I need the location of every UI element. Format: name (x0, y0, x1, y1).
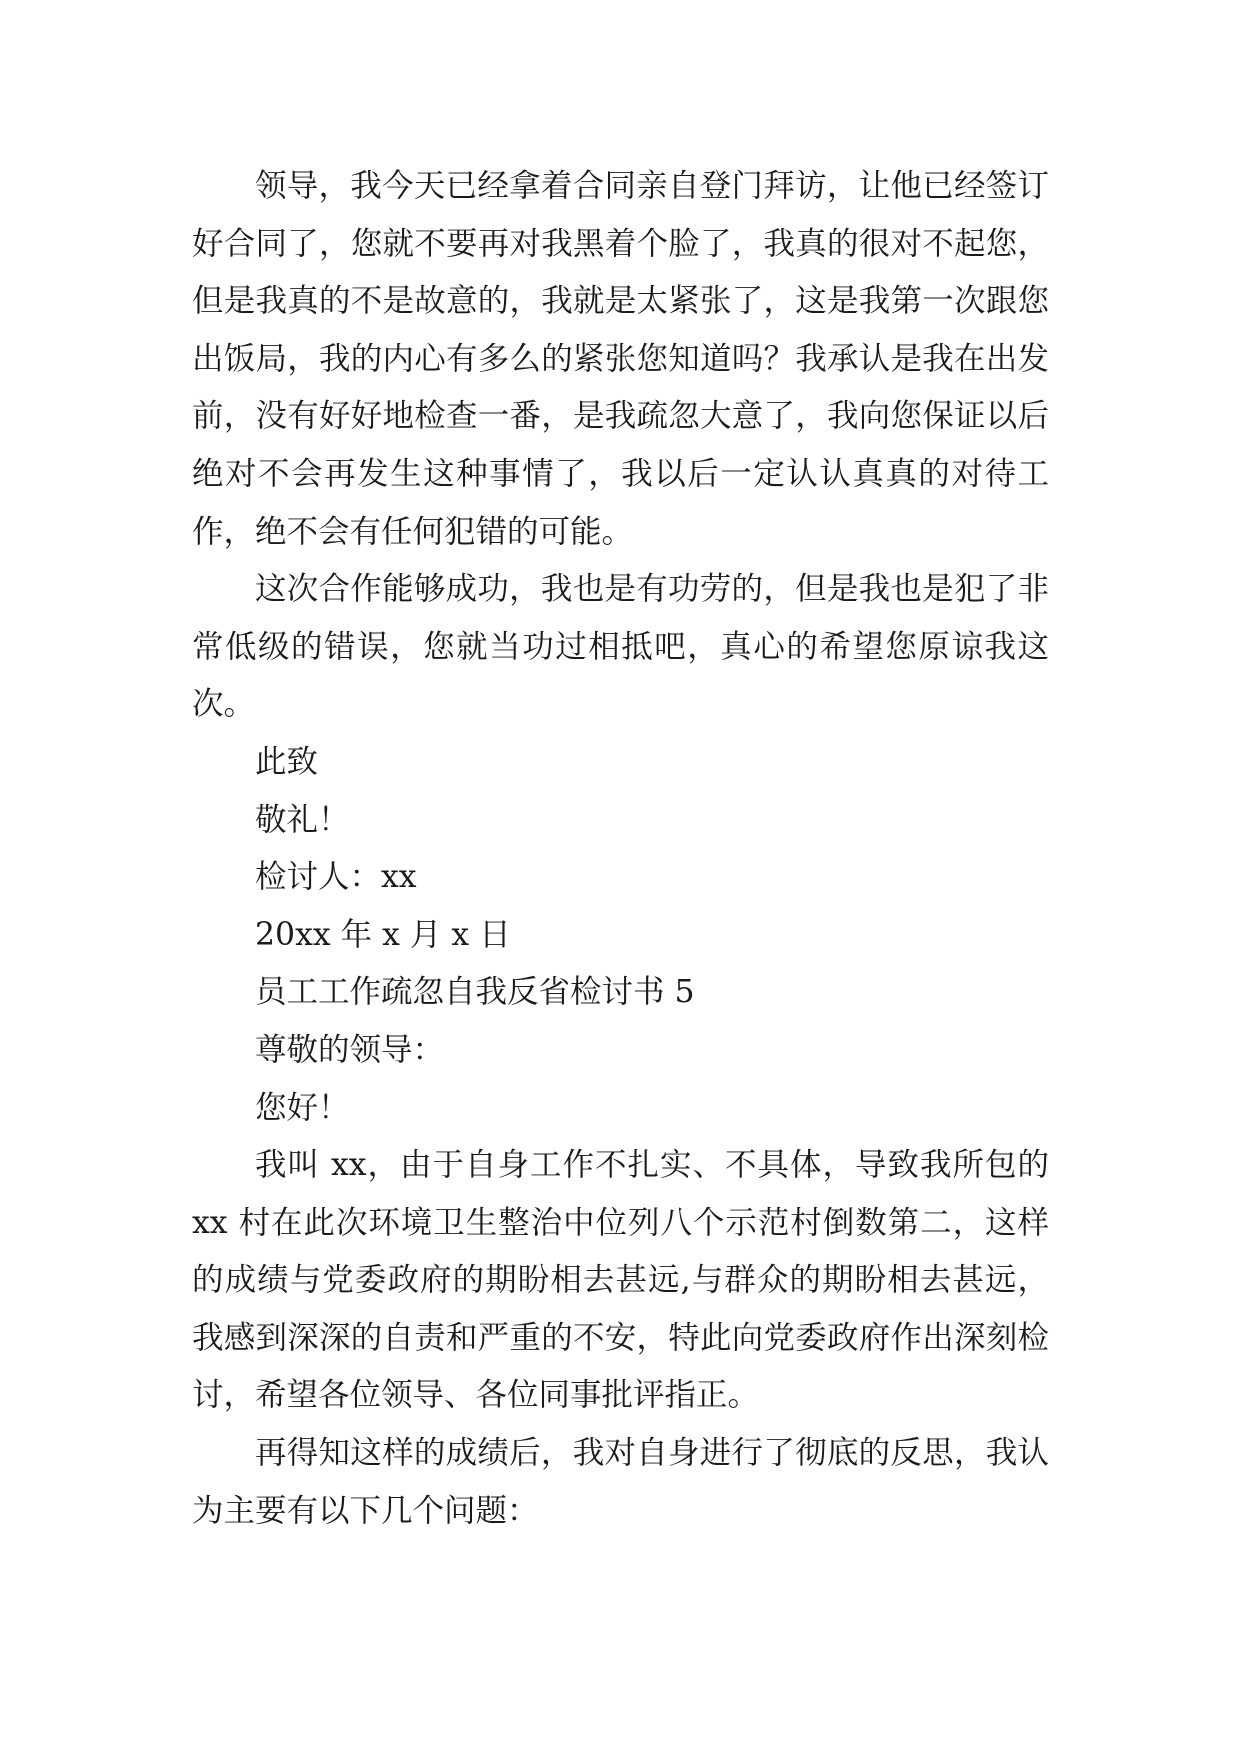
hello-line: 您好！ (255, 1089, 350, 1126)
paragraph-cooperation: 这次合作能够成功，我也是有功劳的，但是我也是犯了非常低级的错误，您就当功过相抵吧，真心的希望您原谅我这次。 (192, 571, 1049, 723)
paragraph-self-intro: 我叫 xx，由于自身工作不扎实、不具体，导致我所包的 xx 村在此次环境卫生整治中位列八个示范村倒数第二，这样的成绩与党委政府的期盼相去甚远,与群众的期盼相去甚远，我感到深深的自责和严重的不安，特此向党委政府作出深刻检讨，希望各位领导、各位同事批评指正。 (192, 1147, 1049, 1414)
paragraph-reflection: 再得知这样的成绩后，我对自身进行了彻底的反思，我认为主要有以下几个问题： (192, 1435, 1049, 1529)
signer-line: 检讨人：xx (255, 859, 417, 896)
salute-line: 敬礼！ (255, 801, 350, 838)
section-title: 员工工作疏忽自我反省检讨书 5 (255, 974, 695, 1011)
closing-line: 此致 (255, 743, 319, 780)
document-page (192, 158, 1049, 1540)
date-line: 20xx 年 x 月 x 日 (255, 916, 511, 953)
paragraph-apology: 领导，我今天已经拿着合同亲自登门拜访，让他已经签订好合同了，您就不要再对我黑着个脸了，我真的很对不起您，但是我真的不是故意的，我就是太紧张了，这是我第一次跟您出饭局，我的内心有多么的紧张您知道吗？我承认是我在出发前，没有好好地检查一番，是我疏忽大意了，我向您保证以后绝对不会再发生这种事情了，我以后一定认认真真的对待工作，绝不会有任何犯错的可能。 (192, 168, 1049, 550)
greeting-line: 尊敬的领导： (255, 1031, 445, 1068)
